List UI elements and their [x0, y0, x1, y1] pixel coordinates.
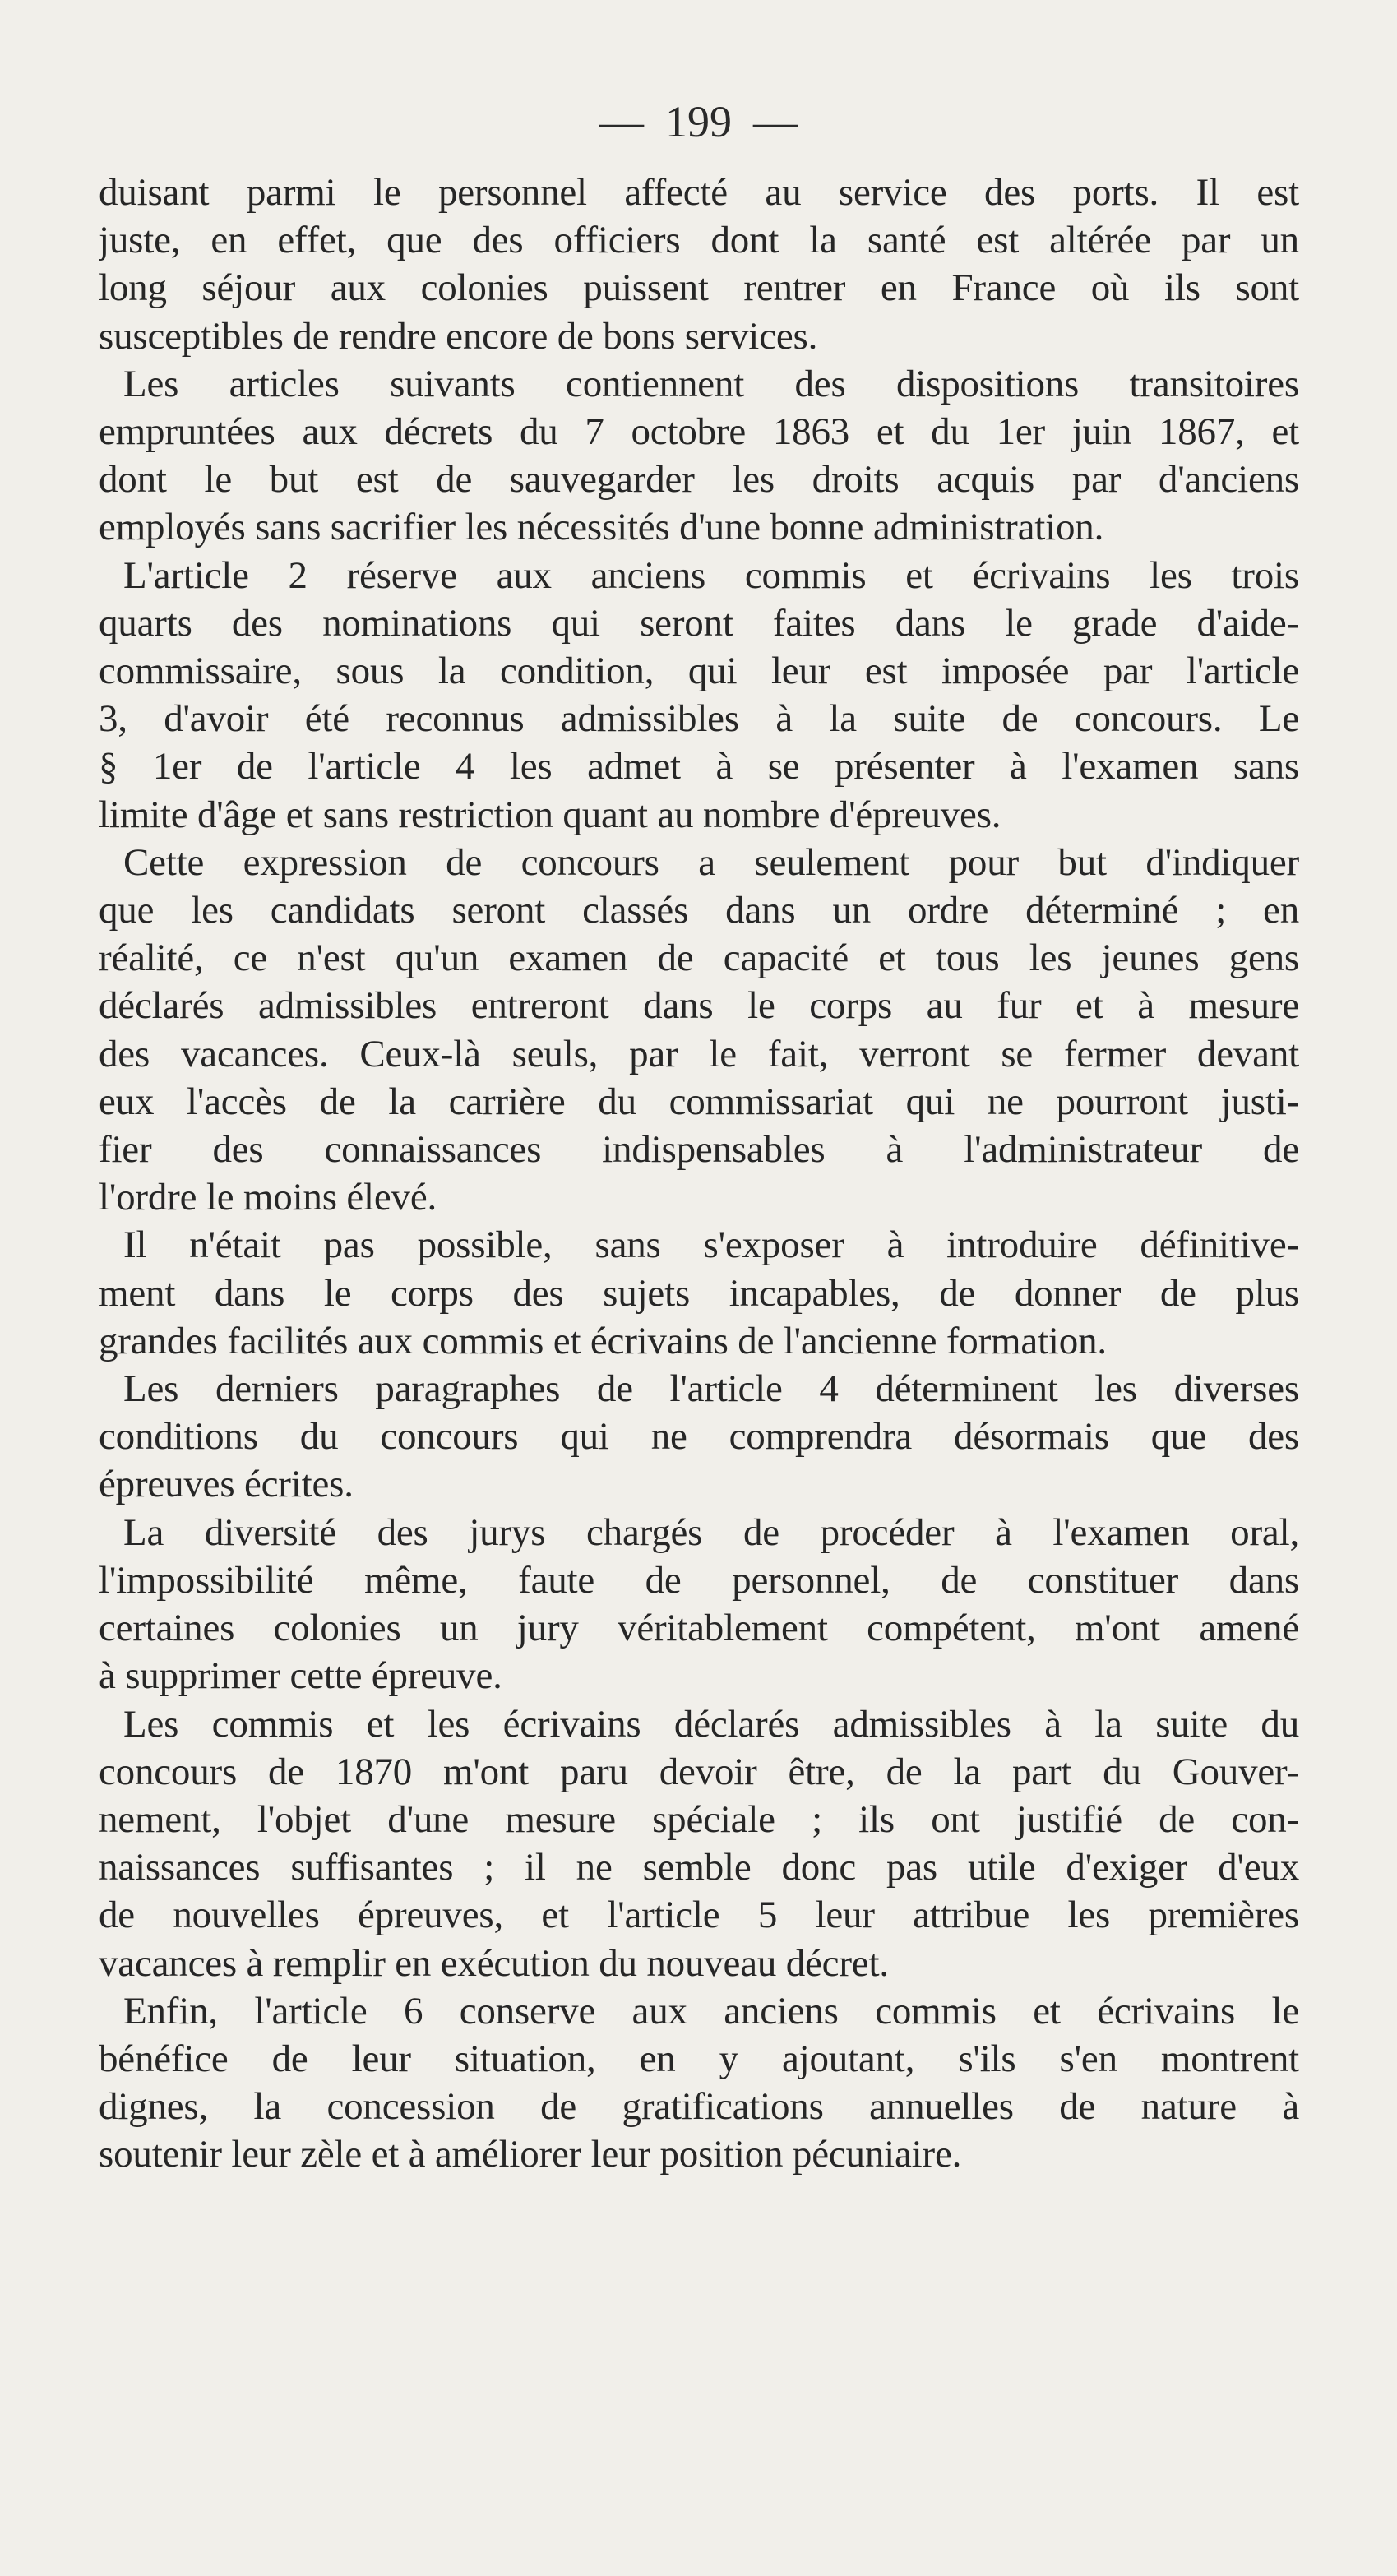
text-line: long séjour aux colonies puissent rentrer en France où ils sont: [99, 266, 1299, 310]
text-line: La diversité des jurys chargés de procéder à l'examen oral,: [123, 1510, 1299, 1554]
text-line: bénéfice de leur situation, en y ajoutant, s'ils s'en montrent: [99, 2037, 1299, 2080]
text-line: commissaire, sous la condition, qui leur est imposée par l'article: [99, 650, 1299, 693]
paragraph: [99, 1221, 1299, 1365]
text-line: Cette expression de concours a seulement pour but d'indiquer: [123, 840, 1299, 884]
text-line: quarts des nominations qui seront faites dans le grade d'aide-: [99, 601, 1299, 645]
paragraph: [99, 1509, 1299, 1700]
text-line: ment dans le corps des sujets incapables, de donner de plus: [99, 1271, 1299, 1315]
text-line: Les commis et les écrivains déclarés admissibles à la suite du: [123, 1702, 1299, 1746]
header-dash-right: —: [753, 97, 798, 146]
text-line: Il n'était pas possible, sans s'exposer à introduire définitive-: [123, 1223, 1299, 1267]
paragraph: [99, 839, 1299, 1222]
text-line: réalité, ce n'est qu'un examen de capacité et tous les jeunes gens: [99, 937, 1299, 980]
text-line: l'impossibilité même, faute de personnel, de constituer dans: [99, 1558, 1299, 1602]
text-line: fier des connaissances indispensables à l'administrateur de: [99, 1128, 1299, 1172]
text-line: que les candidats seront classés dans un ordre déterminé ; en: [99, 889, 1299, 932]
text-line: soutenir leur zèle et à améliorer leur position pécuniaire.: [99, 2133, 962, 2176]
paragraph: [99, 1365, 1299, 1509]
page-header: [0, 97, 1397, 146]
paragraph: [99, 1987, 1299, 2179]
text-line: susceptibles de rendre encore de bons services.: [99, 314, 818, 358]
text-line: vacances à remplir en exécution du nouveau décret.: [99, 1941, 889, 1985]
text-line: limite d'âge et sans restriction quant au nombre d'épreuves.: [99, 793, 1001, 836]
body-text: [99, 169, 1299, 2179]
text-line: Les articles suivants contiennent des dispositions transitoires: [123, 362, 1299, 405]
text-line: 3, d'avoir été reconnus admissibles à la suite de concours. Le: [99, 697, 1299, 741]
text-line: épreuves écrites.: [99, 1463, 354, 1506]
paragraph: [99, 169, 1299, 360]
header-dash-left: —: [599, 97, 644, 146]
text-line: des vacances. Ceux-là seuls, par le fait, verront se fermer devant: [99, 1032, 1299, 1075]
paragraph: [99, 1700, 1299, 1987]
text-line: nement, l'objet d'une mesure spéciale ; ils ont justifié de con-: [99, 1797, 1299, 1841]
text-line: dont le but est de sauvegarder les droits acquis par d'anciens: [99, 458, 1299, 502]
text-line: L'article 2 réserve aux anciens commis et écrivains les trois: [123, 553, 1299, 597]
text-line: certaines colonies un jury véritablement compétent, m'ont amené: [99, 1607, 1299, 1650]
text-line: à supprimer cette épreuve.: [99, 1654, 502, 1698]
text-line: § 1er de l'article 4 les admet à se présenter à l'examen sans: [99, 745, 1299, 789]
page-number: 199: [665, 97, 732, 146]
paragraph: [99, 360, 1299, 552]
paragraph: [99, 552, 1299, 839]
text-line: employés sans sacrifier les nécessités d'une bonne administration.: [99, 506, 1104, 549]
text-line: empruntées aux décrets du 7 octobre 1863 et du 1er juin 1867, et: [99, 410, 1299, 454]
text-line: l'ordre le moins élevé.: [99, 1176, 437, 1219]
text-line: concours de 1870 m'ont paru devoir être, de la part du Gouver-: [99, 1750, 1299, 1793]
text-line: déclarés admissibles entreront dans le corps au fur et à mesure: [99, 984, 1299, 1028]
text-line: eux l'accès de la carrière du commissariat qui ne pourront justi-: [99, 1080, 1299, 1123]
text-line: duisant parmi le personnel affecté au service des ports. Il est: [99, 171, 1299, 214]
text-line: dignes, la concession de gratifications annuelles de nature à: [99, 2085, 1299, 2129]
text-line: juste, en effet, que des officiers dont la santé est altérée par un: [99, 219, 1299, 262]
text-line: naissances suffisantes ; il ne semble donc pas utile d'exiger d'eux: [99, 1846, 1299, 1889]
text-line: Enfin, l'article 6 conserve aux anciens commis et écrivains le: [123, 1989, 1299, 2033]
text-line: Les derniers paragraphes de l'article 4 déterminent les diverses: [123, 1367, 1299, 1411]
text-line: conditions du concours qui ne comprendra désormais que des: [99, 1415, 1299, 1459]
text-line: de nouvelles épreuves, et l'article 5 leur attribue les premières: [99, 1894, 1299, 1937]
text-line: grandes facilités aux commis et écrivains de l'ancienne formation.: [99, 1319, 1107, 1362]
